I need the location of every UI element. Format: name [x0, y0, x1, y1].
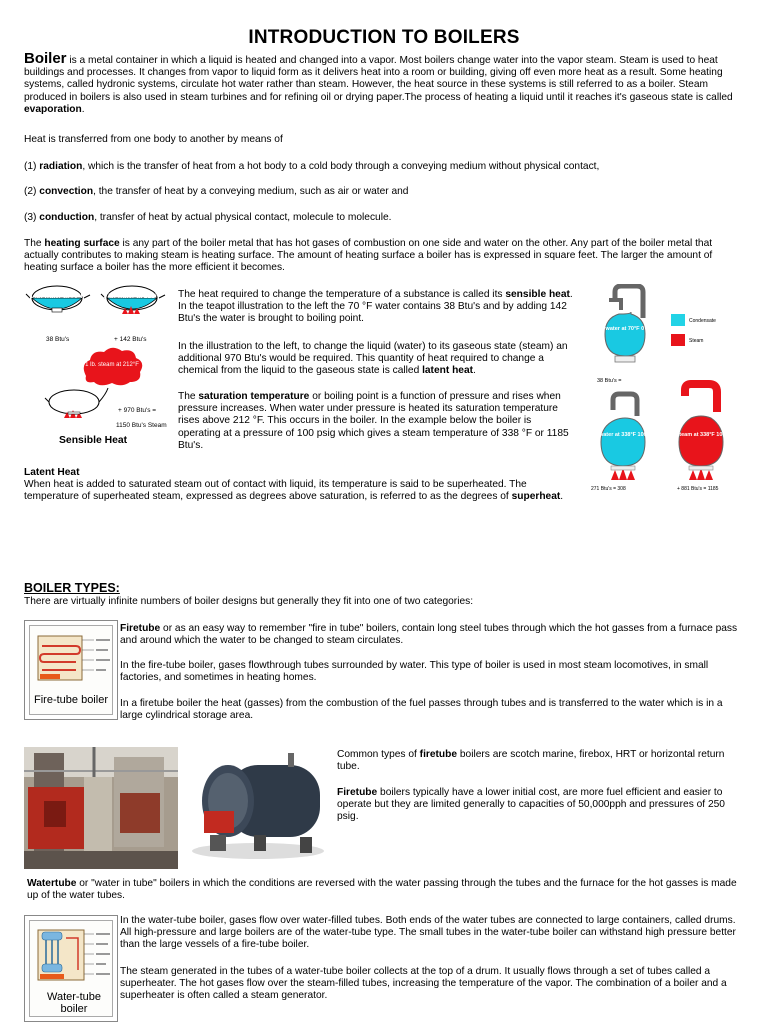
- item-num: (3): [24, 212, 40, 223]
- latent-heat-paragraph: [178, 341, 573, 378]
- sat-pre: The: [178, 391, 199, 402]
- intro-text: is a metal container in which a liquid is heated and changed into a vapor. Most boilers change water into the vapor steam. Steam is used to heat buildings and processes. It changes from vapor to liquid form as it delivers heat into a room or building, giving off even more heat as a result. Some heating systems, called hydronic systems, circulate hot water rather than steam. However, the heat source in these systems is still referred to as a boiler. Steam produced in boilers is also used in steam turbines and for refining oil or drying paper.The process of heating a liquid until it reaches it's gaseous state is called: [24, 55, 733, 103]
- ft-term: Firetube: [120, 623, 161, 634]
- legend-condensate-swatch: [671, 314, 685, 326]
- left-btu: 271 Btu's = 308: [591, 486, 626, 492]
- item-term: radiation: [39, 161, 83, 172]
- sh-text: . In the teapot illustration to the left the 70 °F water contains 38 Btu's and by adding 142 Btu's the water is brought to boiling point.: [178, 289, 573, 325]
- pot1-btu: 38 Btu's: [46, 336, 70, 343]
- cost-term: Firetube: [337, 787, 378, 798]
- teapot-212f: [101, 286, 165, 314]
- intro-lead: Boiler: [24, 50, 67, 67]
- legend-condensate: Condensate: [689, 318, 716, 324]
- common-types-paragraph: [337, 749, 747, 773]
- heating-surface-paragraph: [24, 238, 746, 275]
- common-pre: Common types of: [337, 749, 420, 760]
- btu-1150: 1150 Btu's Steam: [116, 422, 167, 429]
- firetube-diagram: [24, 620, 118, 720]
- watertube-paragraph: [27, 878, 747, 902]
- sh-term: sensible heat: [505, 289, 570, 300]
- boiler-room-photo: [24, 747, 178, 869]
- boiler-types-heading: BOILER TYPES:: [24, 581, 120, 595]
- firetube-boiler-photo-art: [188, 751, 328, 861]
- boiler-pressure-illustration: [585, 284, 747, 498]
- watertube-schematic: [32, 924, 116, 990]
- firetube-paragraph-1: [120, 623, 746, 647]
- heat-transfer-intro: Heat is transferred from one body to another by means of: [24, 134, 283, 145]
- teapot-figure: [24, 284, 174, 449]
- watertube-diagram: [24, 915, 118, 1022]
- sat-text: or boiling point is a function of pressure and rises when pressure increases. When water under pressure is heated its saturation temperature rises above 212 °F. This occurs in the boiler. In the example below the boiler is operating at a pressure of 100 psig which gives a steam temperature of 338 °F or 1185 Btu's.: [178, 391, 569, 451]
- superheat-paragraph: [24, 479, 579, 503]
- top-vessel-label: 1 lb. water at 70°F 0 psig: [593, 326, 657, 332]
- intro-evaporation: evaporation: [24, 103, 82, 115]
- common-text: boilers are scotch marine, firebox, HRT or horizontal return tube.: [337, 749, 725, 773]
- sat-term: saturation temperature: [198, 391, 310, 402]
- intro-paragraph: [24, 50, 746, 116]
- firetube-cost-paragraph: [337, 787, 747, 824]
- hs-text: is any part of the boiler metal that has hot gases of combustion on one side and water on the other. Any part of the boiler metal that actually contributes to making steam is heating surface. The amount of heating surface a boiler has is expressed in square feet. The larger the amount of heating surface a boiler has the more efficient it becomes.: [24, 238, 713, 274]
- hs-pre: The: [24, 238, 45, 249]
- latent-heading: Latent Heat: [24, 467, 80, 478]
- common-term: firetube: [419, 749, 458, 760]
- teapot-steam: [45, 388, 108, 418]
- superheat-text: When heat is added to saturated steam out of contact with liquid, its temperature is said to be superheated. The temperature of superheated steam, expressed as degrees above saturation, is referred to as the degrees of: [24, 479, 527, 503]
- pot1-label: 1 lb. water at 70°F: [29, 293, 85, 300]
- btu-970: + 970 Btu's =: [118, 407, 157, 414]
- sh-pre: The heat required to change the temperature of a substance is called its: [178, 289, 506, 300]
- watertube-paragraph-2: The steam generated in the tubes of a water-tube boiler collects at the top of a drum. It usually flows through a set of tubes called a superheater. The hot gases flow over the steam-filled tubes, increasing the temperature of the vapor. The combination of a boiler and a superheater is often called a steam generator.: [120, 966, 727, 1002]
- page-title: INTRODUCTION TO BOILERS: [248, 27, 520, 48]
- heat-transfer-item: [24, 186, 746, 198]
- right-vessel-label: 1 lb. steam at 338°F 100 psig: [663, 432, 739, 438]
- pot2-label: 1 lb. water at 212°F: [102, 293, 162, 300]
- firetube-boiler-photo: [188, 751, 328, 861]
- item-term: convection: [39, 186, 94, 197]
- firetube-diagram-label: Fire-tube boiler: [34, 694, 108, 706]
- item-term: conduction: [39, 212, 95, 223]
- firetube-schematic: [32, 630, 116, 692]
- intro-end: .: [81, 103, 85, 115]
- lh-term: latent heat: [422, 365, 474, 377]
- pot2-btu: + 142 Btu's: [114, 336, 147, 343]
- superheat-term: superheat: [511, 491, 561, 503]
- legend-steam-swatch: [671, 334, 685, 346]
- boiler-pressure-figure: [585, 284, 747, 498]
- saturation-paragraph: [178, 391, 573, 452]
- boiler-room-photo-art: [24, 747, 178, 869]
- heat-transfer-item: [24, 212, 746, 224]
- boiler-types-intro: There are virtually infinite numbers of boiler designs but generally they fit into one of two categories:: [24, 596, 474, 607]
- sensible-heat-caption: Sensible Heat: [59, 435, 128, 446]
- item-num: (2): [24, 186, 40, 197]
- item-text: , transfer of heat by actual physical contact, molecule to molecule.: [94, 212, 392, 223]
- ft-text: or as an easy way to remember "fire in tube" boilers, contain long steel tubes through which the hot gasses from a furnace pass and around which the water to be changed to steam circulates.: [120, 623, 738, 647]
- top-btu: 38 Btu's =: [597, 378, 622, 384]
- legend-steam: Steam: [689, 338, 704, 344]
- heat-transfer-item: [24, 161, 746, 173]
- wt-term: Watertube: [27, 878, 77, 889]
- item-num: (1): [24, 161, 40, 172]
- item-text: , the transfer of heat by a conveying medium, such as air or water and: [93, 186, 409, 197]
- right-btu: + 881 Btu's = 1185: [677, 486, 719, 492]
- hs-term: heating surface: [44, 238, 120, 249]
- cost-text: boilers typically have a lower initial cost, are more fuel efficient and easier to operate but they are limited generally to capacities of 50,000pph and pressures of 250 psig.: [337, 787, 725, 823]
- item-text: , which is the transfer of heat from a hot body to a cold body through a conveying medium without physical contact,: [82, 161, 600, 172]
- superheat-end: .: [560, 491, 564, 503]
- lh-end: .: [473, 365, 476, 377]
- sensible-heat-paragraph: [178, 289, 573, 326]
- teapot-illustration: [24, 284, 174, 449]
- steam-label: 1 lb. steam at 212°F: [85, 362, 139, 368]
- watertube-diagram-label: Water-tube boiler: [46, 991, 101, 1015]
- watertube-paragraph-1: In the water-tube boiler, gases flow over water-filled tubes. Both ends of the water tubes are connected to large containers, called drums. All high-pressure and large boilers are of the water-tube type. The small tubes in the water-tube boiler can withstand high pressure better than the large vessels of a fire-tube boiler.: [120, 915, 736, 951]
- firetube-paragraph-2: In the fire-tube boiler, gases flowthrough tubes surrounded by water. This type of boiler is used in most steam locomotives, in small factories, and sometimes in heating homes.: [120, 660, 709, 684]
- vessel-70f: [605, 286, 645, 362]
- lh-pre: In the illustration to the left, to change the liquid (water) to its gaseous state (steam) an additional 970 Btu's would be required. This quantity of heat required to change a chemical from the liquid to the gaseous state is called: [178, 341, 568, 377]
- firetube-paragraph-3: In a firetube boiler the heat (gasses) from the combustion of the fuel passes through tubes and is transferred to the water which is in a large cylindrical storage area.: [120, 698, 723, 722]
- wt-text: or "water in tube" boilers in which the conditions are reversed with the water passing through the tubes and the furnace for the hot gasses is made up of the water tubes.: [27, 878, 737, 902]
- left-vessel-label: 1 lb. water at 338°F 100 psig: [586, 432, 660, 438]
